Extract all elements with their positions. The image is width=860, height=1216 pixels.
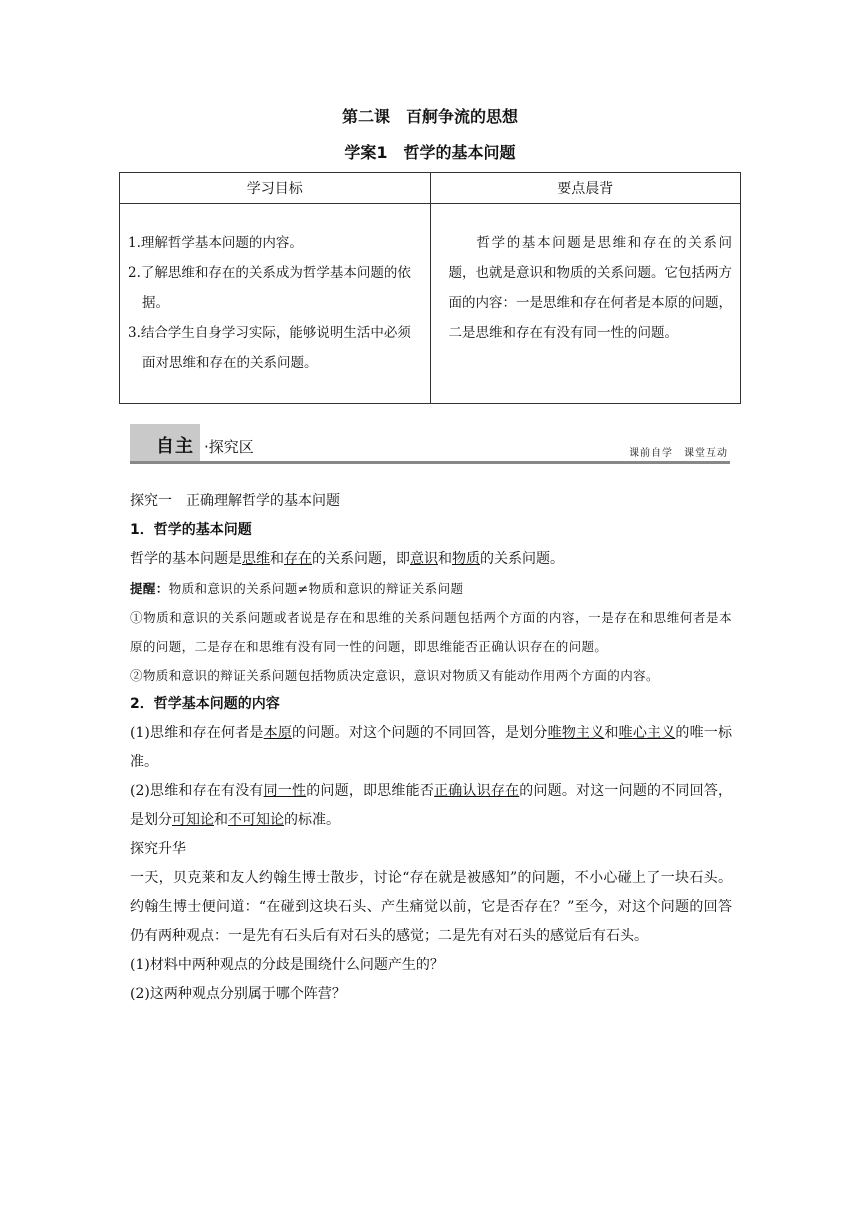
underlined-term: 物质 [452,551,480,567]
question-1: (1)材料中两种观点的分歧是围绕什么问题产生的？ [130,957,444,973]
explore-title: 探究一 正确理解哲学的基本问题 [130,493,340,509]
banner-rule [130,461,730,464]
text-run: 的标准。 [284,812,340,828]
underlined-term: 可知论 [172,812,214,828]
paragraph-identity [130,777,732,835]
text-run: 和 [270,551,284,567]
goals-cell [120,204,431,404]
underlined-term: 不可知论 [228,812,284,828]
summary-header: 要点晨背 [430,173,741,204]
underlined-term: 正确认识存在 [434,783,520,799]
section-banner [130,424,730,464]
underlined-term: 唯心主义 [618,725,676,741]
tip-line [130,574,732,603]
case-title: 学案1 哲学的基本问题 [344,143,516,162]
goals-table [119,172,741,404]
text-run: 的问题，即思维能否 [306,783,435,799]
underlined-term: 意识 [410,551,438,567]
text-run: (1)思维和存在何者是 [130,725,264,741]
note-paragraph: ②物质和意识的辩证关系问题包括物质决定意识，意识对物质又有能动作用两个方面的内容。 [130,668,659,683]
text-run: 的唯一标准。 [130,725,733,770]
underlined-term: 唯物主义 [547,725,605,741]
note-paragraph: ①物质和意识的关系问题或者说是存在和思维的关系问题包括两个方面的内容，一是存在和思维何者是本原的问题，二是存在和思维有没有同一性的问题，即思维能否正确认识存在的问题。 [130,610,732,654]
underlined-term: 思维 [242,551,270,567]
text-run: 和 [604,725,619,741]
goal-item: 2.了解思维和存在的关系成为哲学基本问题的依据。 [128,265,411,311]
banner-right-text: ·探究区 [204,438,254,456]
summary-text: 哲学的基本问题是思维和存在的关系问题，也就是意识和物质的关系问题。它包括两方面的内容：一是思维和存在何者是本原的问题，二是思维和存在有没有同一性的问题。 [448,235,732,341]
text-run: 的问题。对这个问题的不同回答，是划分 [292,725,548,741]
subsection-title: 1．哲学的基本问题 [130,522,252,538]
story-paragraph: 一天，贝克莱和友人约翰生博士散步，讨论“存在就是被感知”的问题，不小心碰上了一块石头。约翰生博士便问道：“在碰到这块石头、产生痛觉以前，它是否存在？”至今，对这个问题的回答仍有两种观点：一是先有石头后有对石头的感觉；二是先有对石头的感觉后有石头。 [130,870,732,944]
paragraph-origin [130,719,732,777]
tip-text: 物质和意识的关系问题≠物质和意识的辩证关系问题 [168,581,464,596]
text-run: 的问题。对这一问题的不同回答，是划分 [130,783,733,828]
lesson-title: 第二课 百舸争流的思想 [341,107,518,126]
underlined-term: 存在 [284,551,312,567]
banner-left-text: 自主 [156,436,194,457]
goal-item: 1.理解哲学基本问题的内容。 [128,235,303,251]
text-run: 的关系问题。 [480,551,564,567]
summary-cell [430,204,741,404]
goals-header: 学习目标 [120,173,431,204]
question-2: (2)这两种观点分别属于哪个阵营？ [130,986,346,1002]
underlined-term: 本原 [263,725,293,741]
upgrade-title: 探究升华 [130,841,186,857]
main-content [130,487,732,1009]
subsection-title: 2．哲学基本问题的内容 [130,696,280,712]
text-run: 和 [438,551,452,567]
tip-label: 提醒： [130,581,169,596]
underlined-term: 同一性 [263,783,307,799]
text-run: 的关系问题，即 [312,551,410,567]
paragraph-basic-question [130,545,732,574]
banner-tag: 课前自学 课堂互动 [629,448,728,459]
text-run: 和 [214,812,228,828]
text-run: 哲学的基本问题是 [130,551,242,567]
goal-item: 3.结合学生自身学习实际，能够说明生活中必须面对思维和存在的关系问题。 [128,325,411,371]
text-run: (2)思维和存在有没有 [130,783,264,799]
